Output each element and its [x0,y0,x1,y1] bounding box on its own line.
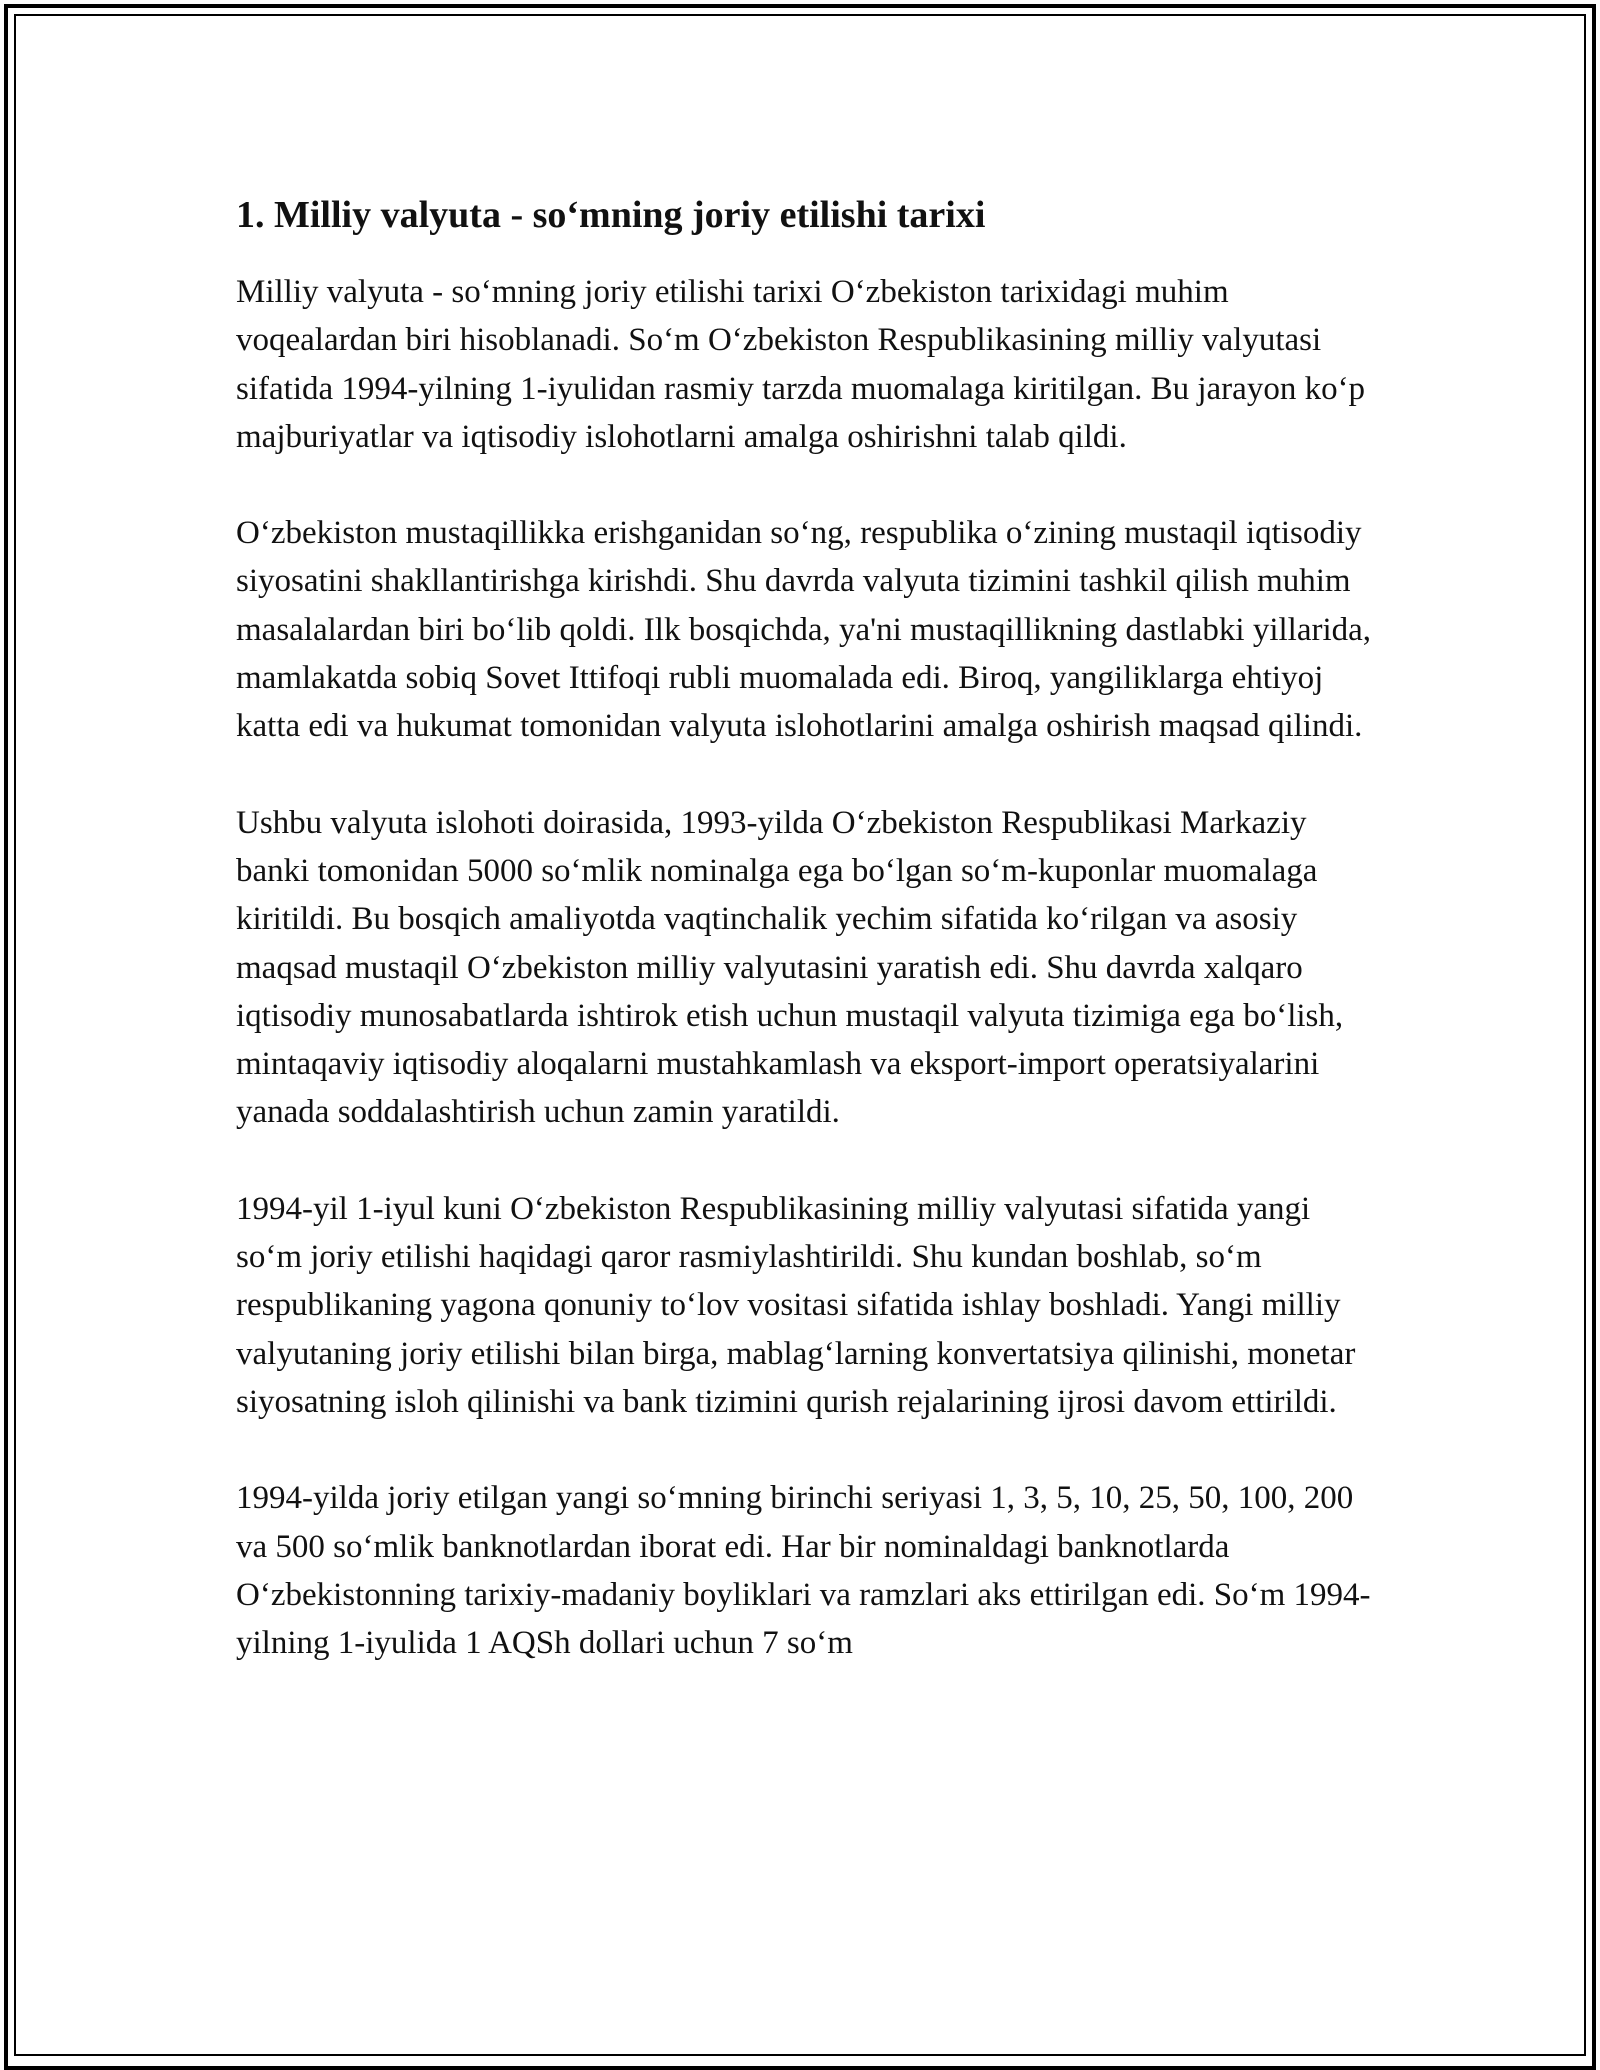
paragraph-1: Milliy valyuta - so‘mning joriy etilishi tarixi O‘zbekiston tarixidagi muhim voqealardan biri hisoblanadi. So‘m O‘zbekiston Respublikasining milliy valyutasi sifatida 1994-yilning 1-iyulidan rasmiy tarzda muomalaga kiritilgan. Bu jarayon ko‘p majburiyatlar va iqtisodiy islohotlarni amalga oshirishni talab qildi. [236,274,1366,455]
document-body [236,188,1376,1715]
section-heading: 1. Milliy valyuta - so‘mning joriy etilishi tarixi [236,194,986,236]
paragraph-2: O‘zbekiston mustaqillikka erishganidan so‘ng, respublika o‘zining mustaqil iqtisodiy siyosatini shakllantirishga kirishdi. Shu davrda valyuta tizimini tashkil qilish muhim masalalardan biri bo‘lib qoldi. Ilk bosqichda, ya'ni mustaqillikning dastlabki yillarida, mamlakatda sobiq Sovet Ittifoqi rubli muomalada edi. Biroq, yangiliklarga ehtiyoj katta edi va hukumat tomonidan valyuta islohotlarini amalga oshirish maqsad qilindi. [236,515,1372,745]
paragraph-4: 1994-yil 1-iyul kuni O‘zbekiston Respublikasining milliy valyutasi sifatida yangi so‘m joriy etilishi haqidagi qaror rasmiylashtirildi. Shu kundan boshlab, so‘m respublikaning yagona qonuniy to‘lov vositasi sifatida ishlay boshladi. Yangi milliy valyutaning joriy etilishi bilan birga, mablag‘larning konvertatsiya qilinishi, monetar siyosatning isloh qilinishi va bank tizimini qurish rejalarining ijrosi davom ettirildi. [236,1190,1356,1420]
paragraph-5: 1994-yilda joriy etilgan yangi so‘mning birinchi seriyasi 1, 3, 5, 10, 25, 50, 100, 200 va 500 so‘mlik banknotlardan iborat edi. Har bir nominaldagi banknotlarda O‘zbekistonning tarixiy-madaniy boyliklari va ramzlari aks ettirilgan edi. So‘m 1994-yilning 1-iyulida 1 AQSh dollari uchun 7 so‘m [236,1480,1371,1662]
paragraph-3: Ushbu valyuta islohoti doirasida, 1993-yilda O‘zbekiston Respublikasi Markaziy banki tomonidan 5000 so‘mlik nominalga ega bo‘lgan so‘m-kuponlar muomalaga kiritildi. Bu bosqich amaliyotda vaqtinchalik yechim sifatida ko‘rilgan va asosiy maqsad mustaqil O‘zbekiston milliy valyutasini yaratish edi. Shu davrda xalqaro iqtisodiy munosabatlarda ishtirok etish uchun mustaqil valyuta tizimiga ega bo‘lish, mintaqaviy iqtisodiy aloqalarni mustahkamlash va eksport-import operatsiyalarini yanada soddalashtirish uchun zamin yaratildi. [236,804,1344,1131]
